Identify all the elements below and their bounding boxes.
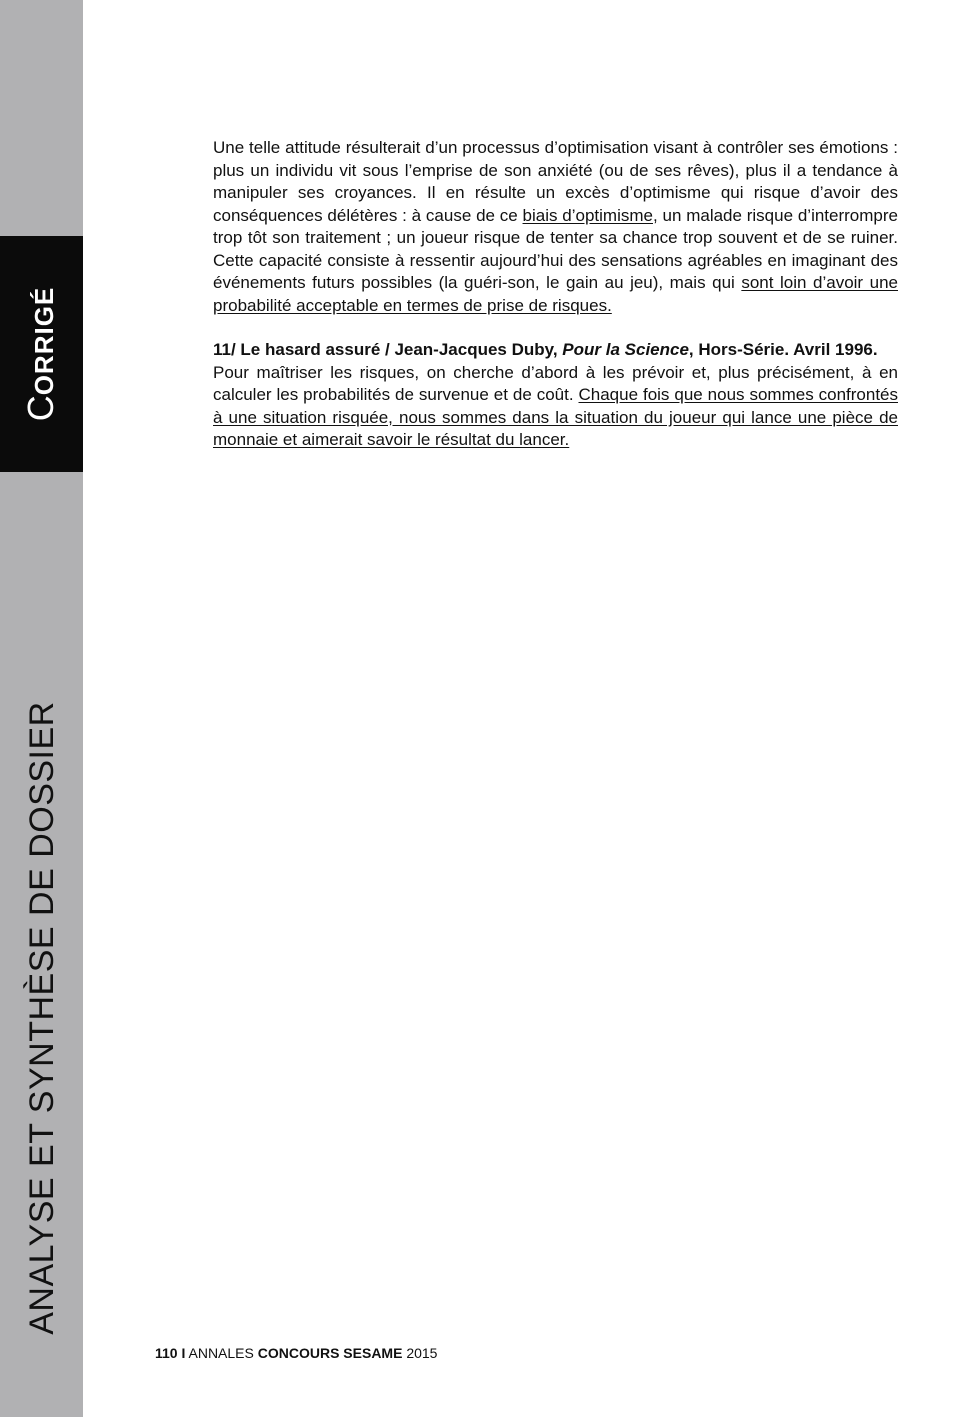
paragraph-text: , un malade risque d’interrompre trop tôt son traitement ; un joueur risque de tenter sa chance trop souvent et de se ruiner. Cette capacité consiste à ressentir aujourd’hui des sensations agréables en imaginant des événements futurs possibles (la guéri-son, le gain au jeu), mais qui [213, 205, 898, 292]
footer-year: 2015 [406, 1345, 438, 1361]
footer-concours: CONCOURS SESAME [257, 1345, 403, 1361]
reference-number-author: 11/ Le hasard assuré / Jean-Jacques Duby, [213, 340, 563, 359]
paragraph-gap [213, 317, 898, 339]
underlined-phrase: sont loin d’avoir une probabilité acceptable en termes de prise de risques. [213, 273, 898, 315]
reference-heading [213, 339, 898, 362]
reference-details: , Hors-Série. Avril 1996. [688, 340, 878, 359]
corrige-rest: ORRIGÉ [29, 286, 59, 396]
underlined-phrase: biais d’optimisme [522, 205, 653, 225]
paragraph-text: Une telle attitude résulterait d’un processus d’optimisation visant à contrôler ses émotions : plus un individu vit sous l’emprise de son anxiété (ou de ses rêves), plus il a tendance à manipuler ses croyances. Il en résulte un excès d’optimisme qui risque d’avoir des conséquences délétères : à cause de ce [213, 138, 898, 225]
footer-annales: ANNALES [188, 1345, 254, 1361]
page-footer [155, 1344, 437, 1362]
section-title: ANALYSE ET SYNTHÈSE DE DOSSIER [23, 701, 61, 1335]
paragraph-text: Pour maîtriser les risques, on cherche d’abord à les prévoir et, plus précisément, à en calculer les probabilités de survenue et de coût. [213, 362, 898, 404]
footer-separator: I [181, 1345, 186, 1361]
corrige-initial: C [20, 395, 61, 422]
page-number: 110 [155, 1345, 178, 1361]
paragraph-optimism [213, 137, 898, 317]
paragraph-risk [213, 362, 898, 452]
reference-publication: Pour la Science [562, 340, 689, 359]
underlined-phrase: Chaque fois que nous sommes confrontés à une situation risquée, nous sommes dans la situation du joueur qui lance une pièce de monnaie et aimerait savoir le résultat du lancer. [213, 385, 898, 449]
corrige-label [20, 286, 61, 422]
main-content [213, 137, 898, 452]
